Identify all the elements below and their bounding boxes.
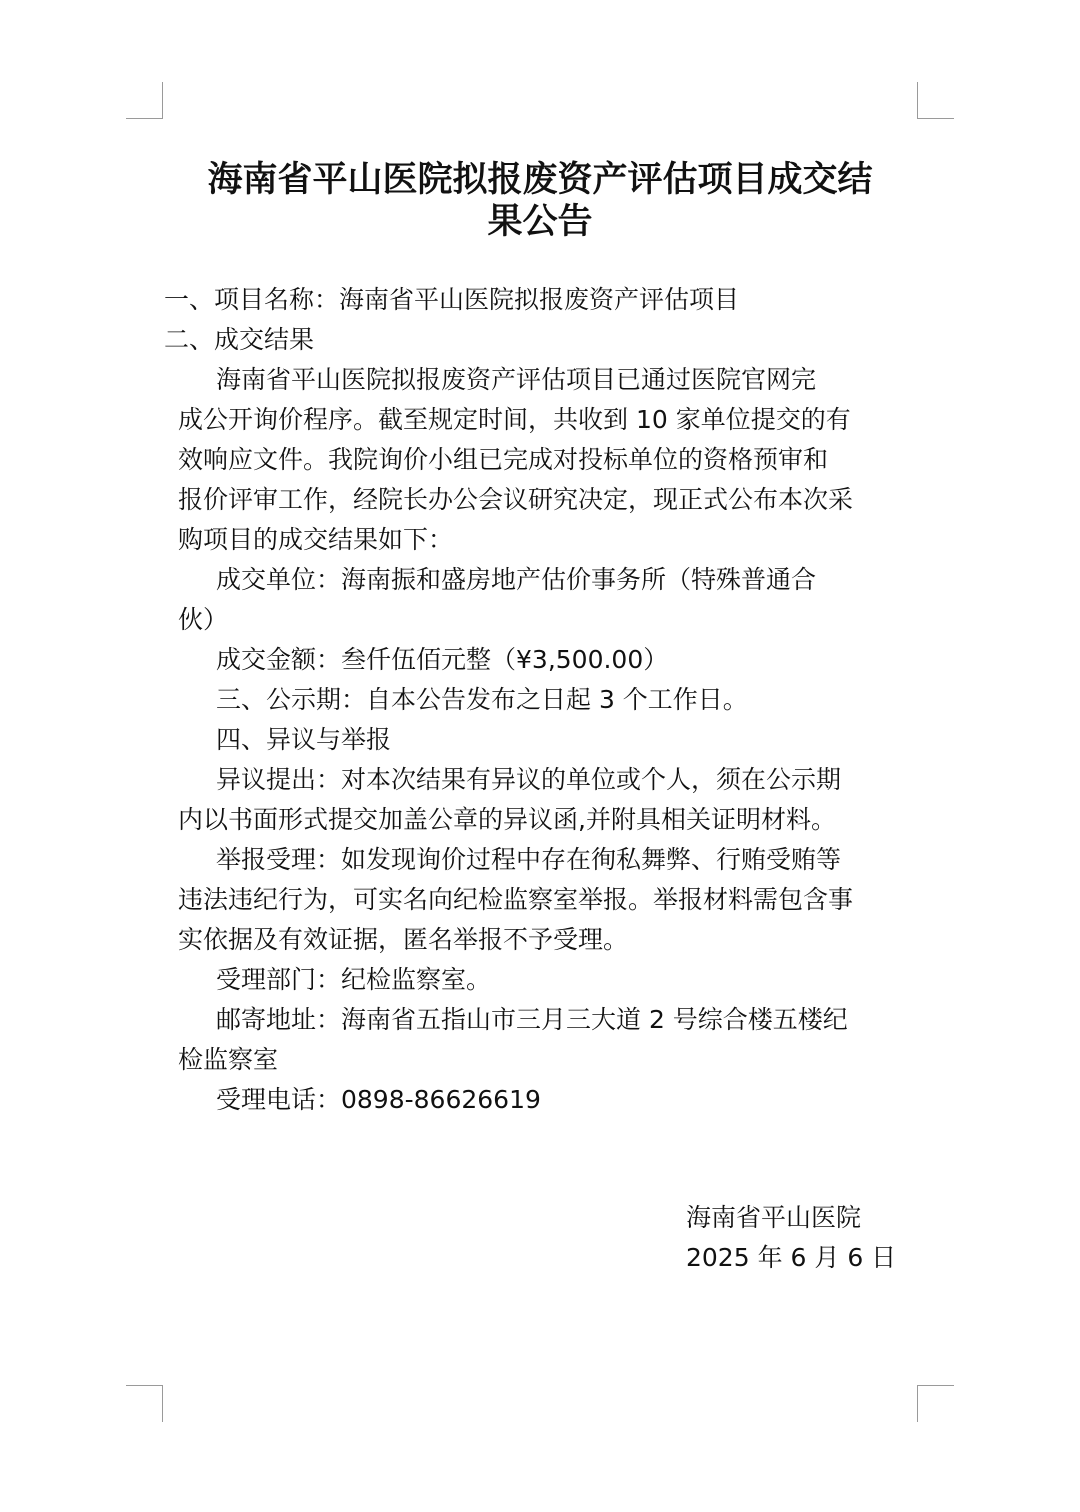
paragraph-line: 海南省平山医院拟报废资产评估项目已通过医院官网完 (216, 365, 817, 394)
objection-line: 异议提出：对本次结果有异议的单位或个人，须在公示期 (216, 765, 842, 794)
signature-date: 2025 年 6 月 6 日 (686, 1243, 897, 1272)
section-project-name: 一、项目名称：海南省平山医院拟报废资产评估项目 (164, 285, 740, 314)
section-objection-heading: 四、异议与举报 (216, 725, 392, 754)
notice-title-line-2: 果公告 (487, 202, 593, 242)
winning-amount: 成交金额：叁仟伍佰元整（¥3,500.00） (216, 645, 669, 674)
crop-mark-top-right (917, 82, 954, 119)
report-line: 举报受理：如发现询价过程中存在徇私舞弊、行贿受贿等 (216, 845, 842, 874)
handling-department: 受理部门：纪检监察室。 (216, 965, 492, 994)
notice-title-line-1: 海南省平山医院拟报废资产评估项目成交结 (207, 160, 873, 200)
paragraph-line: 购项目的成交结果如下： (178, 525, 454, 554)
winning-bidder-cont: 伙） (178, 605, 229, 634)
winning-bidder: 成交单位：海南振和盛房地产估价事务所（特殊普通合 (216, 565, 817, 594)
crop-mark-top-left (126, 82, 163, 119)
crop-mark-bottom-left (126, 1385, 163, 1422)
paragraph-line: 效响应文件。我院询价小组已完成对投标单位的资格预审和 (178, 445, 829, 474)
contact-phone: 受理电话：0898-86626619 (216, 1085, 541, 1114)
mailing-address-cont: 检监察室 (178, 1045, 279, 1074)
section-publicity-period: 三、公示期：自本公告发布之日起 3 个工作日。 (216, 685, 748, 714)
report-line: 实依据及有效证据，匿名举报不予受理。 (178, 925, 629, 954)
paragraph-line: 报价评审工作，经院长办公会议研究决定，现正式公布本次采 (178, 485, 854, 514)
mailing-address: 邮寄地址：海南省五指山市三月三大道 2 号综合楼五楼纪 (216, 1005, 848, 1034)
paragraph-line: 成公开询价程序。截至规定时间，共收到 10 家单位提交的有 (178, 405, 851, 434)
crop-mark-bottom-right (917, 1385, 954, 1422)
signature-org: 海南省平山医院 (686, 1203, 862, 1232)
section-result-heading: 二、成交结果 (164, 325, 315, 354)
report-line: 违法违纪行为，可实名向纪检监察室举报。举报材料需包含事 (178, 885, 854, 914)
objection-line: 内以书面形式提交加盖公章的异议函,并附具相关证明材料。 (178, 805, 836, 834)
